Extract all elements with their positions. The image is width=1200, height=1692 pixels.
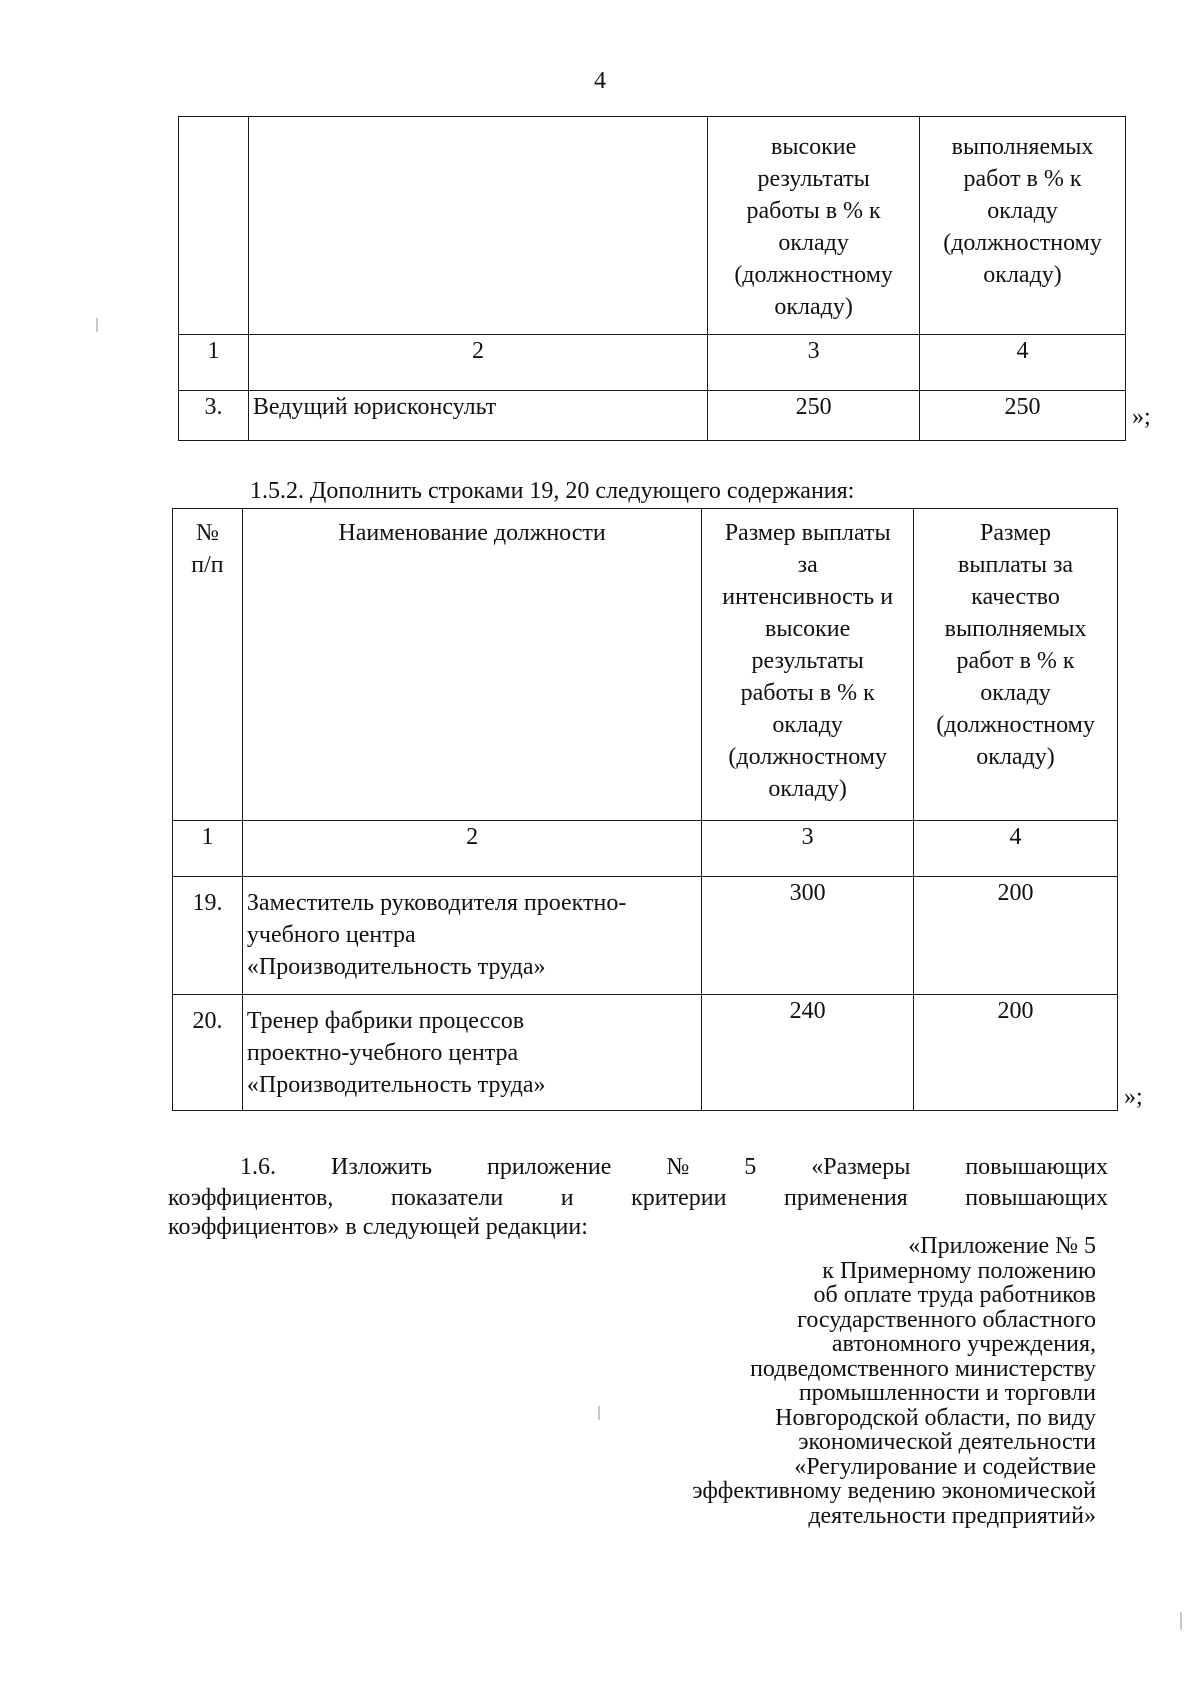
- table-header-row: [173, 509, 1118, 821]
- header-cell-position: Наименование должности: [242, 509, 701, 821]
- section-title: 1.5.2. Дополнить строками 19, 20 следующего содержания:: [250, 478, 855, 504]
- header-cell-number: [179, 117, 249, 335]
- row-number: 19.: [173, 877, 243, 995]
- column-numbers-row: 1 2 3 4: [173, 821, 1118, 877]
- appendix-heading: «Приложение № 5 к Примерному положению об оплате труда работников государственного областного автономного учреждения, подведомственного министерству промышленности и торговли Новгородской области, по виду экономической деятельности «Регулирование и содействие эффективному ведению экономической деятельности предприятий»: [692, 1233, 1096, 1529]
- intensity-value: 300: [702, 877, 914, 995]
- row-number: 3.: [179, 391, 249, 441]
- intensity-value: 240: [702, 995, 914, 1111]
- table-row: [173, 877, 1118, 995]
- salary-table-additions: [172, 508, 1118, 1111]
- quality-value: 250: [920, 391, 1126, 441]
- position-name: Ведущий юрисконсульт: [248, 391, 707, 441]
- scan-speck: [1180, 1612, 1182, 1630]
- header-cell-position: [248, 117, 707, 335]
- scan-speck: [598, 1406, 600, 1420]
- header-cell-quality: Размер выплаты за качество выполняемых работ в % к окладу (должностному окладу): [914, 509, 1118, 821]
- position-name: Заместитель руководителя проектно- учебного центра «Производительность труда»: [242, 877, 701, 995]
- scan-speck: [96, 318, 98, 332]
- row-number: 20.: [173, 995, 243, 1111]
- quality-value: 200: [914, 877, 1118, 995]
- header-cell-intensity: Размер выплаты за интенсивность и высокие результаты работы в % к окладу (должностному окладу): [702, 509, 914, 821]
- paragraph-line-2: коэффициентов, показатели и критерии применения повышающих: [168, 1185, 1108, 1211]
- header-cell-number: № п/п: [173, 509, 243, 821]
- header-cell-quality: выполняемых работ в % к окладу (должностному окладу): [920, 117, 1126, 335]
- closing-quote: »;: [1132, 404, 1151, 430]
- table-row: [179, 391, 1126, 441]
- closing-quote: »;: [1124, 1084, 1143, 1110]
- position-name: Тренер фабрики процессов проектно-учебного центра «Производительность труда»: [242, 995, 701, 1111]
- paragraph-line-3: коэффициентов» в следующей редакции:: [168, 1214, 588, 1240]
- page-number: 4: [594, 68, 606, 94]
- table-header-row: [179, 117, 1126, 335]
- header-cell-intensity: высокие результаты работы в % к окладу (должностному окладу): [708, 117, 920, 335]
- paragraph-line-1: 1.6. Изложить приложение № 5 «Размеры повышающих: [240, 1154, 1108, 1180]
- intensity-value: 250: [708, 391, 920, 441]
- table-row: [173, 995, 1118, 1111]
- quality-value: 200: [914, 995, 1118, 1111]
- column-numbers-row: 1 2 3 4: [179, 335, 1126, 391]
- salary-table-continuation: [178, 116, 1126, 441]
